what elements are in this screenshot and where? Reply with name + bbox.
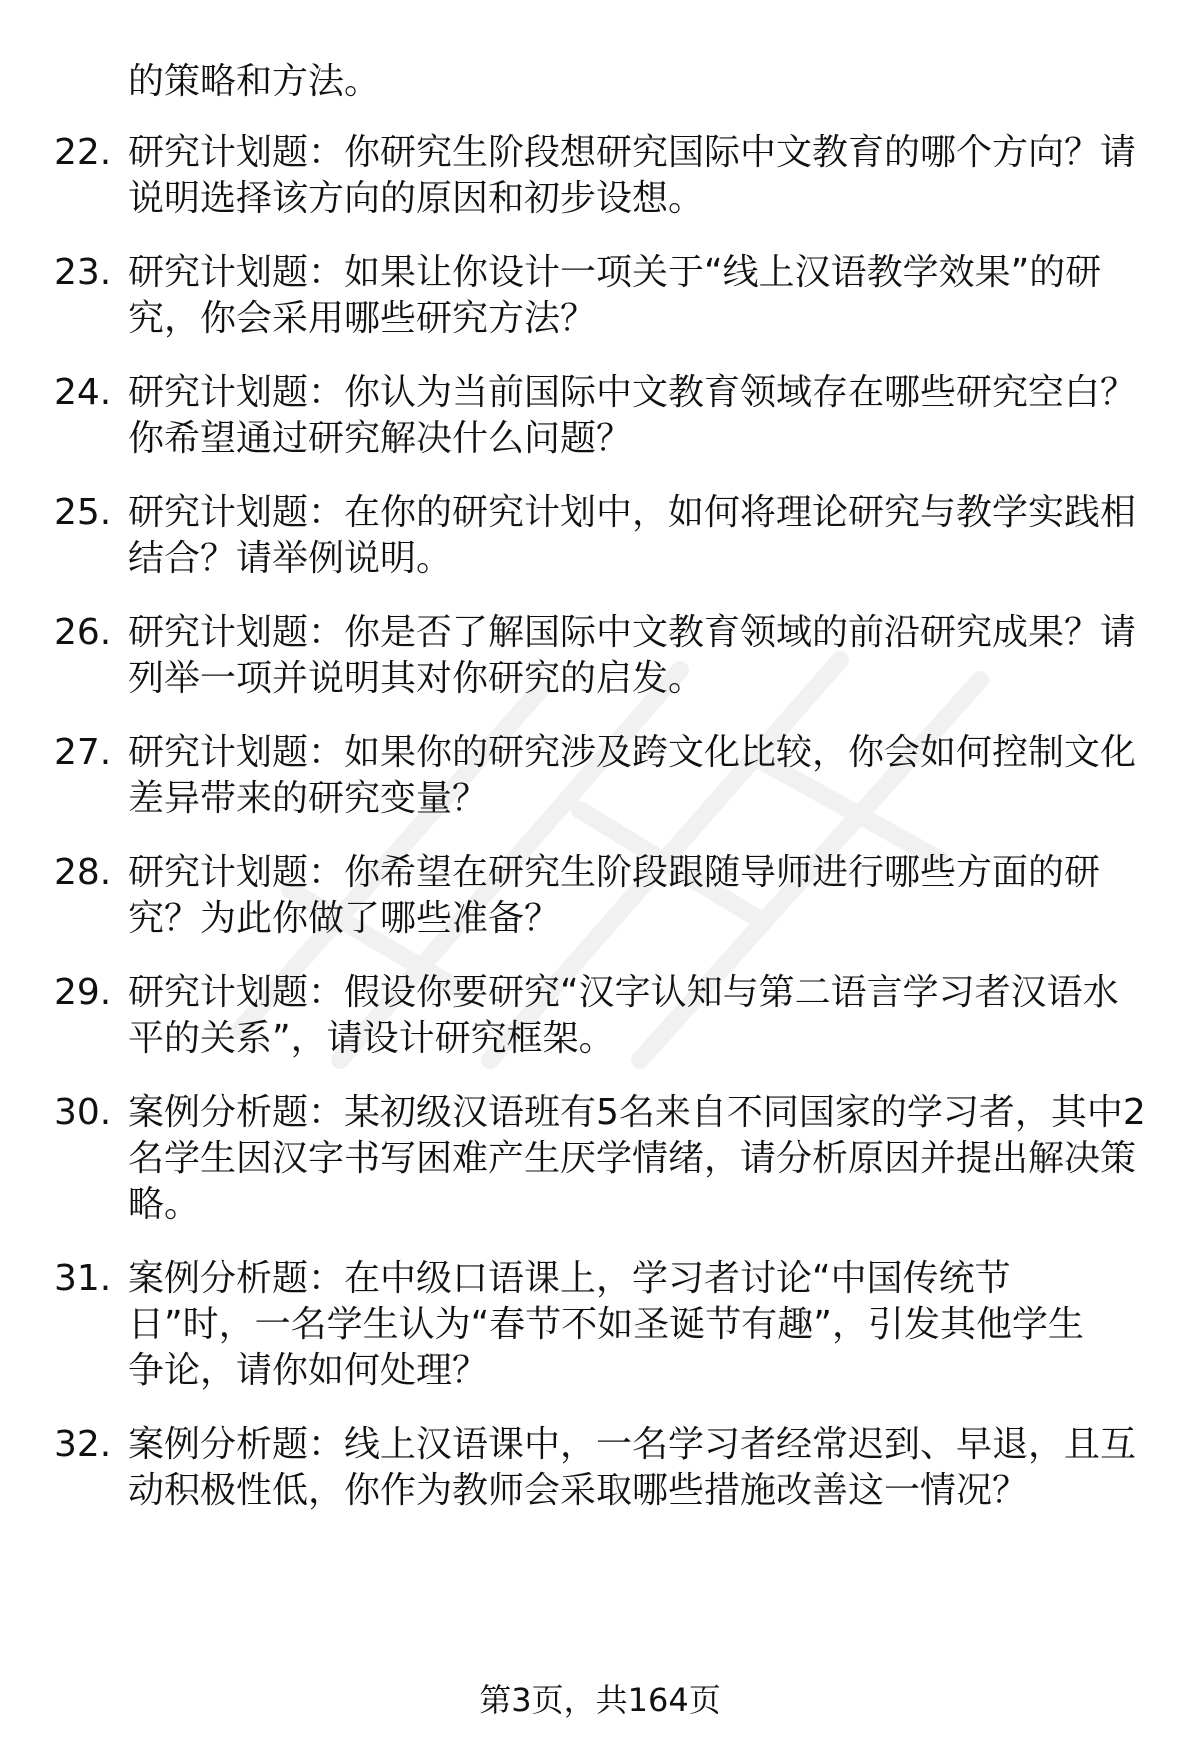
question-text-line: 案例分析题：在中级口语课上，学习者讨论“中国传统节 <box>128 1258 1011 1299</box>
page-number: 第3页，共164页 <box>479 1681 721 1719</box>
question-text-line: 研究计划题：如果让你设计一项关于“线上汉语教学效果”的研 <box>128 252 1102 293</box>
question-text-line: 研究计划题：你是否了解国际中文教育领域的前沿研究成果？请 <box>128 612 1137 653</box>
question-number: 30. <box>54 1092 112 1133</box>
question-number: 24. <box>54 372 112 413</box>
question-number: 28. <box>54 852 112 893</box>
continued-text: 的策略和方法。 <box>128 61 381 102</box>
question-text-line: 列举一项并说明其对你研究的启发。 <box>128 658 705 699</box>
question-text-line: 名学生因汉字书写困难产生厌学情绪，请分析原因并提出解决策 <box>128 1138 1137 1179</box>
question-number: 29. <box>54 972 112 1013</box>
question-text-line: 研究计划题：假设你要研究“汉字认知与第二语言学习者汉语水 <box>128 972 1119 1013</box>
question-text-line: 研究计划题：你希望在研究生阶段跟随导师进行哪些方面的研 <box>128 852 1101 893</box>
question-text-line: 研究计划题：你研究生阶段想研究国际中文教育的哪个方向？请 <box>128 132 1137 173</box>
question-text-line: 案例分析题：线上汉语课中，一名学习者经常迟到、早退，且互 <box>128 1424 1137 1465</box>
question-text-line: 究？为此你做了哪些准备？ <box>128 898 561 939</box>
question-number: 25. <box>54 492 112 533</box>
question-number: 31. <box>54 1258 112 1299</box>
question-number: 32. <box>54 1424 112 1465</box>
question-text-line: 动积极性低，你作为教师会采取哪些措施改善这一情况？ <box>128 1470 1029 1511</box>
question-text-line: 究，你会采用哪些研究方法？ <box>128 298 597 339</box>
question-number: 27. <box>54 732 112 773</box>
question-number: 23. <box>54 252 112 293</box>
question-text-line: 争论，请你如何处理？ <box>128 1350 489 1391</box>
question-text-line: 日”时，一名学生认为“春节不如圣诞节有趣”，引发其他学生 <box>128 1304 1084 1345</box>
question-text-line: 你希望通过研究解决什么问题？ <box>128 418 633 459</box>
question-number: 22. <box>54 132 112 173</box>
question-text-line: 案例分析题：某初级汉语班有5名来自不同国家的学习者，其中2 <box>128 1092 1146 1133</box>
question-text-line: 研究计划题：在你的研究计划中，如何将理论研究与教学实践相 <box>128 492 1137 533</box>
question-number: 26. <box>54 612 112 653</box>
question-text-line: 略。 <box>128 1184 201 1225</box>
question-text-line: 差异带来的研究变量？ <box>128 778 489 819</box>
question-text-line: 研究计划题：如果你的研究涉及跨文化比较，你会如何控制文化 <box>128 732 1137 773</box>
question-text-line: 平的关系”，请设计研究框架。 <box>128 1018 615 1059</box>
question-text-line: 结合？请举例说明。 <box>128 538 453 579</box>
question-text-line: 说明选择该方向的原因和初步设想。 <box>128 178 705 219</box>
question-text-line: 研究计划题：你认为当前国际中文教育领域存在哪些研究空白？ <box>128 372 1137 413</box>
